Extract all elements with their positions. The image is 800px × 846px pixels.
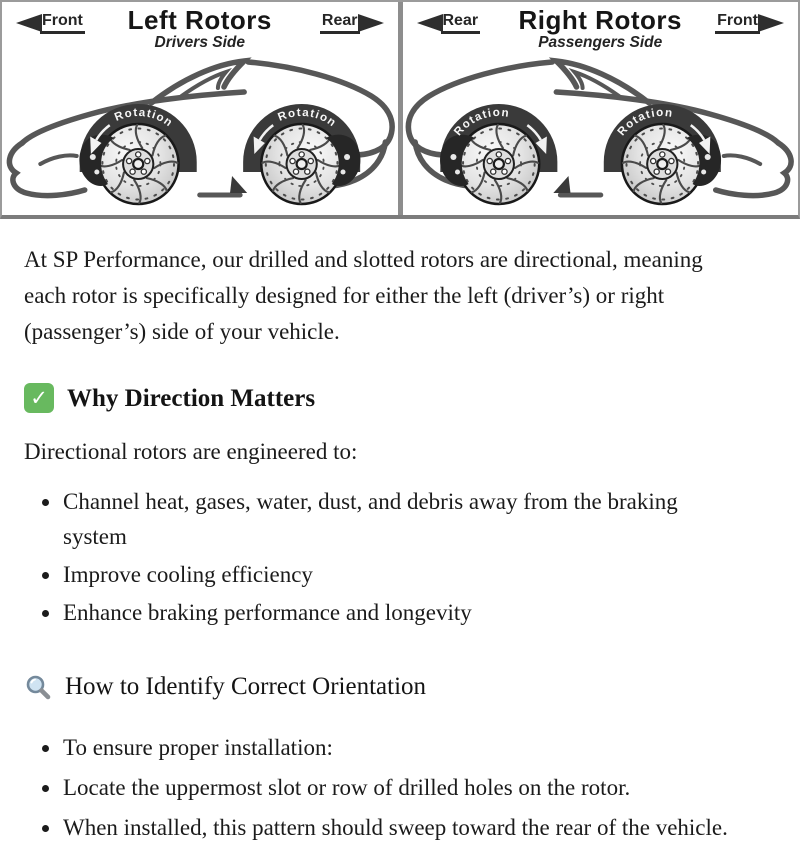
right-rotors-panel — [403, 2, 799, 215]
arrow-right-icon — [758, 14, 784, 32]
intro-paragraph: At SP Performance, our drilled and slotted rotors are directional, meaning each rotor is specifically designed for either the left (driver’s) or right (passenger’s) side of your vehicle. — [24, 247, 703, 344]
list-item: • To ensure proper installation: — [62, 730, 771, 766]
list-item: • Improve cooling efficiency — [62, 557, 701, 593]
panel-subtitle: Drivers Side — [154, 34, 245, 51]
article-content — [0, 219, 800, 846]
list-item: • When installed, this pattern should sweep toward the rear of the vehicle. — [62, 810, 771, 846]
rotation-label: Rotation — [112, 106, 176, 130]
panel-title: Left Rotors — [127, 5, 272, 35]
panel-title: Right Rotors — [518, 5, 682, 35]
direction-label-text: Rear — [320, 12, 360, 34]
left-rotors-panel — [2, 2, 403, 215]
installation-steps-list — [24, 730, 776, 846]
identify-orientation-heading — [24, 667, 776, 706]
heading-text: Why Direction Matters — [67, 384, 316, 412]
check-mark-icon: ✓ — [24, 383, 54, 413]
car-body-left-facing — [9, 61, 392, 204]
front-direction-label — [715, 12, 784, 34]
why-direction-matters-heading — [24, 379, 776, 418]
rear-direction-label — [320, 12, 384, 34]
rotation-label: Rotation — [615, 106, 674, 139]
rotation-label: Rotation — [276, 106, 339, 130]
list-item: • Enhance braking performance and longevity — [62, 595, 701, 631]
engineered-to-lead: Directional rotors are engineered to: — [24, 438, 358, 464]
panel-subtitle: Passengers Side — [538, 34, 663, 51]
list-item: • Channel heat, gases, water, dust, and debris away from the braking system — [62, 484, 701, 556]
benefits-list — [24, 484, 776, 632]
rotor-direction-diagram — [0, 0, 800, 219]
arrow-right-icon — [358, 14, 384, 32]
heading-text: How to Identify Correct Orientation — [65, 673, 427, 700]
direction-label-text: Front — [715, 12, 760, 34]
direction-label-text: Rear — [441, 12, 481, 34]
rotation-label: Rotation — [451, 106, 511, 139]
list-item: • Locate the uppermost slot or row of drilled holes on the rotor. — [62, 770, 771, 806]
direction-label-text: Front — [40, 12, 85, 34]
magnifying-glass-icon — [24, 673, 52, 701]
